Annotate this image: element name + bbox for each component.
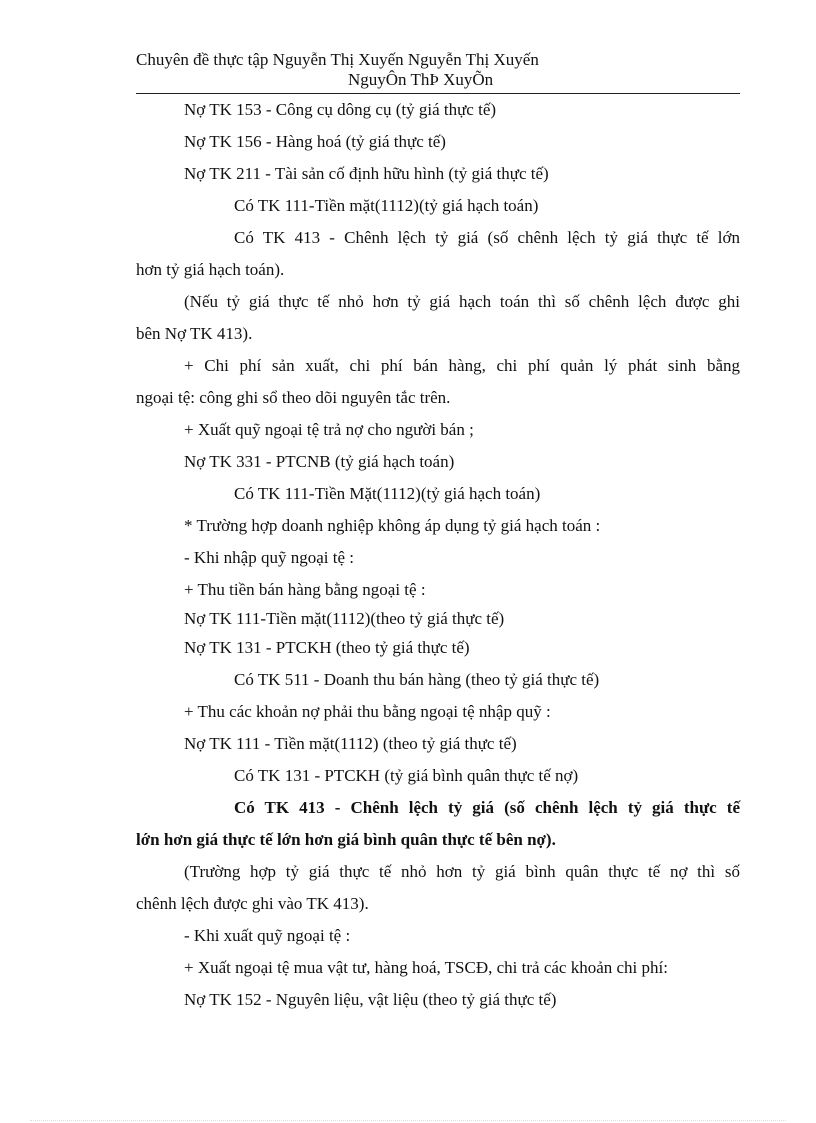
text-line: Nợ TK 152 - Nguyên liệu, vật liệu (theo tỷ giá thực tế) <box>184 990 557 1009</box>
document-body <box>136 94 740 1016</box>
text-line: * Trường hợp doanh nghiệp không áp dụng tỷ giá hạch toán : <box>184 516 601 535</box>
text-line: Có TK 111-Tiền mặt(1112)(tỷ giá hạch toán) <box>234 196 539 215</box>
page-bottom-border <box>30 1120 786 1121</box>
text-line: Nợ TK 153 - Công cụ dông cụ (tỷ giá thực tế) <box>184 100 497 119</box>
text-line: (Nếu tỷ giá thực tế nhỏ hơn tỷ giá hạch toán thì số chênh lệch được ghi <box>184 292 740 311</box>
text-line: (Trường hợp tỷ giá thực tế nhỏ hơn tỷ giá bình quân thực tế nợ thì số <box>184 862 740 881</box>
text-line: Có TK 413 - Chênh lệch tỷ giá (số chênh lệch tỷ giá thực tế <box>234 798 740 817</box>
text-line: Nợ TK 111-Tiền mặt(1112)(theo tỷ giá thực tế) <box>184 609 505 628</box>
header-subtitle: NguyÔn ThÞ XuyÕn <box>348 70 494 89</box>
text-line: Nợ TK 111 - Tiền mặt(1112) (theo tỷ giá thực tế) <box>184 734 517 753</box>
text-line: ngoại tệ: công ghi sổ theo dõi nguyên tắc trên. <box>136 388 451 407</box>
text-line: Nợ TK 331 - PTCNB (tỷ giá hạch toán) <box>184 452 455 471</box>
text-line: + Chi phí sản xuất, chi phí bán hàng, chi phí quản lý phát sinh bằng <box>184 356 740 375</box>
text-line: Có TK 131 - PTCKH (tỷ giá bình quân thực tế nợ) <box>234 766 579 785</box>
text-line: - Khi nhập quỹ ngoại tệ : <box>184 548 354 567</box>
page-header <box>136 50 740 90</box>
text-line: Nợ TK 211 - Tài sản cố định hữu hình (tỷ giá thực tế) <box>184 164 549 183</box>
text-line: chênh lệch được ghi vào TK 413). <box>136 894 369 913</box>
text-line: + Xuất quỹ ngoại tệ trả nợ cho người bán ; <box>184 420 474 439</box>
header-title: Chuyên đề thực tập Nguyễn Thị Xuyến Nguyễn Thị Xuyến <box>136 50 539 69</box>
text-line: Có TK 413 - Chênh lệch tỷ giá (số chênh lệch tỷ giá thực tế lớn <box>234 228 740 247</box>
text-line: bên Nợ TK 413). <box>136 324 253 343</box>
text-line: hơn tỷ giá hạch toán). <box>136 260 285 279</box>
text-line: lớn hơn giá thực tế lớn hơn giá bình quân thực tế bên nợ). <box>136 830 556 849</box>
text-line: Có TK 511 - Doanh thu bán hàng (theo tỷ giá thực tế) <box>234 670 600 689</box>
text-line: + Thu tiền bán hàng bằng ngoại tệ : <box>184 580 426 599</box>
text-line: + Xuất ngoại tệ mua vật tư, hàng hoá, TSCĐ, chi trả các khoản chi phí: <box>184 958 668 977</box>
text-line: Có TK 111-Tiền Mặt(1112)(tỷ giá hạch toán) <box>234 484 541 503</box>
text-line: + Thu các khoản nợ phải thu bằng ngoại tệ nhập quỹ : <box>184 702 551 721</box>
text-line: - Khi xuất quỹ ngoại tệ : <box>184 926 351 945</box>
text-line: Nợ TK 156 - Hàng hoá (tỷ giá thực tế) <box>184 132 446 151</box>
text-line: Nợ TK 131 - PTCKH (theo tỷ giá thực tế) <box>184 638 470 657</box>
